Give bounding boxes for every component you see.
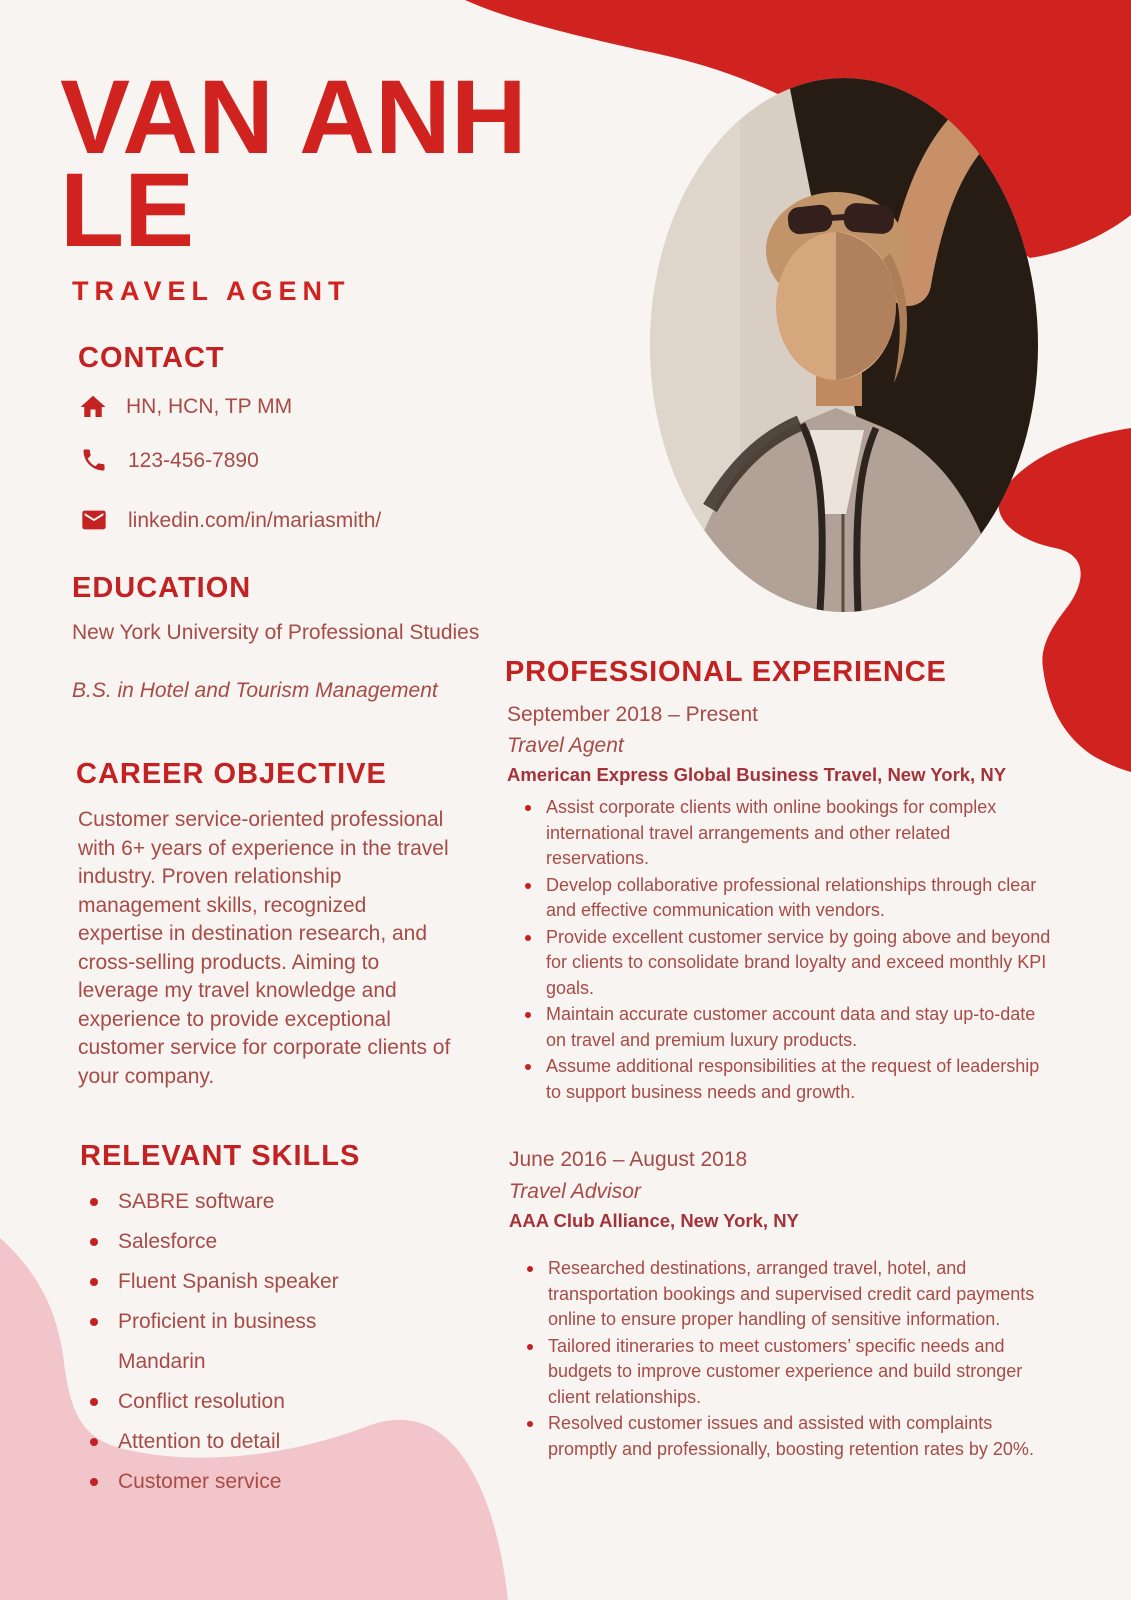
sunglasses-left-lens	[787, 204, 834, 235]
contact-phone-text: 123-456-7890	[128, 449, 259, 472]
portrait-photo	[650, 78, 1038, 612]
job1-bullet-list	[522, 795, 1056, 1106]
skill-item: Proficient in business Mandarin	[88, 1302, 378, 1382]
person-name-line2: LE	[60, 152, 195, 269]
person-name	[60, 59, 527, 269]
mail-icon	[80, 506, 110, 536]
job-bullet: Maintain accurate customer account data and stay up-to-date on travel and premium luxury products.	[522, 1002, 1056, 1053]
experience-section-title: PROFESSIONAL EXPERIENCE	[505, 656, 947, 688]
job1-role: Travel Agent	[507, 734, 624, 757]
person-name-line1: VAN ANH	[60, 59, 527, 176]
phone-icon	[80, 446, 110, 476]
red-side-blob-decoration	[999, 428, 1131, 772]
skill-item: SABRE software	[88, 1182, 378, 1222]
job-bullet: Provide excellent customer service by going above and beyond for clients to consolidate brand loyalty and exceed monthly KPI goals.	[522, 925, 1056, 1002]
job1-company: American Express Global Business Travel, New York, NY	[507, 764, 1007, 785]
job2-dates: June 2016 – August 2018	[509, 1148, 748, 1171]
education-degree: B.S. in Hotel and Tourism Management	[72, 679, 438, 702]
contact-section-title: CONTACT	[78, 342, 225, 374]
objective-section-title: CAREER OBJECTIVE	[76, 758, 387, 790]
job-bullet: Researched destinations, arranged travel, hotel, and transportation bookings and supervised credit card payments online to ensure proper handling of sensitive information.	[524, 1256, 1058, 1333]
job2-company: AAA Club Alliance, New York, NY	[509, 1210, 799, 1231]
job-bullet: Assist corporate clients with online bookings for complex international travel arrangements and other related reservations.	[522, 795, 1056, 872]
job2-role: Travel Advisor	[509, 1180, 641, 1203]
skill-item: Salesforce	[88, 1222, 378, 1262]
job-bullet: Assume additional responsibilities at the request of leadership to support business needs and growth.	[522, 1054, 1056, 1105]
sunglasses-right-lens	[843, 202, 895, 234]
job-bullet: Tailored itineraries to meet customers’ specific needs and budgets to improve customer experience and build stronger client relationships.	[524, 1334, 1058, 1411]
home-icon	[78, 392, 108, 422]
contact-row-linkedin	[80, 506, 381, 536]
skill-item: Attention to detail	[88, 1422, 378, 1462]
sunglasses-bridge	[830, 217, 846, 218]
objective-text: Customer service-oriented professional with 6+ years of experience in the travel industry. Proven relationship management skills, recognized expertise in destination research, and cross-selling products. Aiming to leverage my travel knowledge and experience to provide exceptional customer service for corporate clients of your company.	[78, 808, 451, 1088]
contact-linkedin-text: linkedin.com/in/mariasmith/	[128, 509, 382, 532]
job-bullet: Resolved customer issues and assisted with complaints promptly and professionally, boosting retention rates by 20%.	[524, 1411, 1058, 1462]
job2-bullet-list	[524, 1256, 1058, 1463]
skill-item: Customer service	[88, 1462, 378, 1502]
skills-section-title: RELEVANT SKILLS	[80, 1140, 361, 1172]
contact-row-phone	[80, 446, 259, 476]
skill-item: Fluent Spanish speaker	[88, 1262, 378, 1302]
education-school: New York University of Professional Studies	[72, 621, 480, 644]
skill-item: Conflict resolution	[88, 1382, 378, 1422]
education-section-title: EDUCATION	[72, 572, 252, 604]
job-title: TRAVEL AGENT	[72, 276, 351, 306]
contact-address-text: HN, HCN, TP MM	[126, 395, 293, 418]
job1-dates: September 2018 – Present	[507, 703, 758, 726]
contact-row-address	[78, 392, 292, 422]
skills-list	[88, 1182, 378, 1502]
job-bullet: Develop collaborative professional relationships through clear and effective communication with vendors.	[522, 873, 1056, 924]
